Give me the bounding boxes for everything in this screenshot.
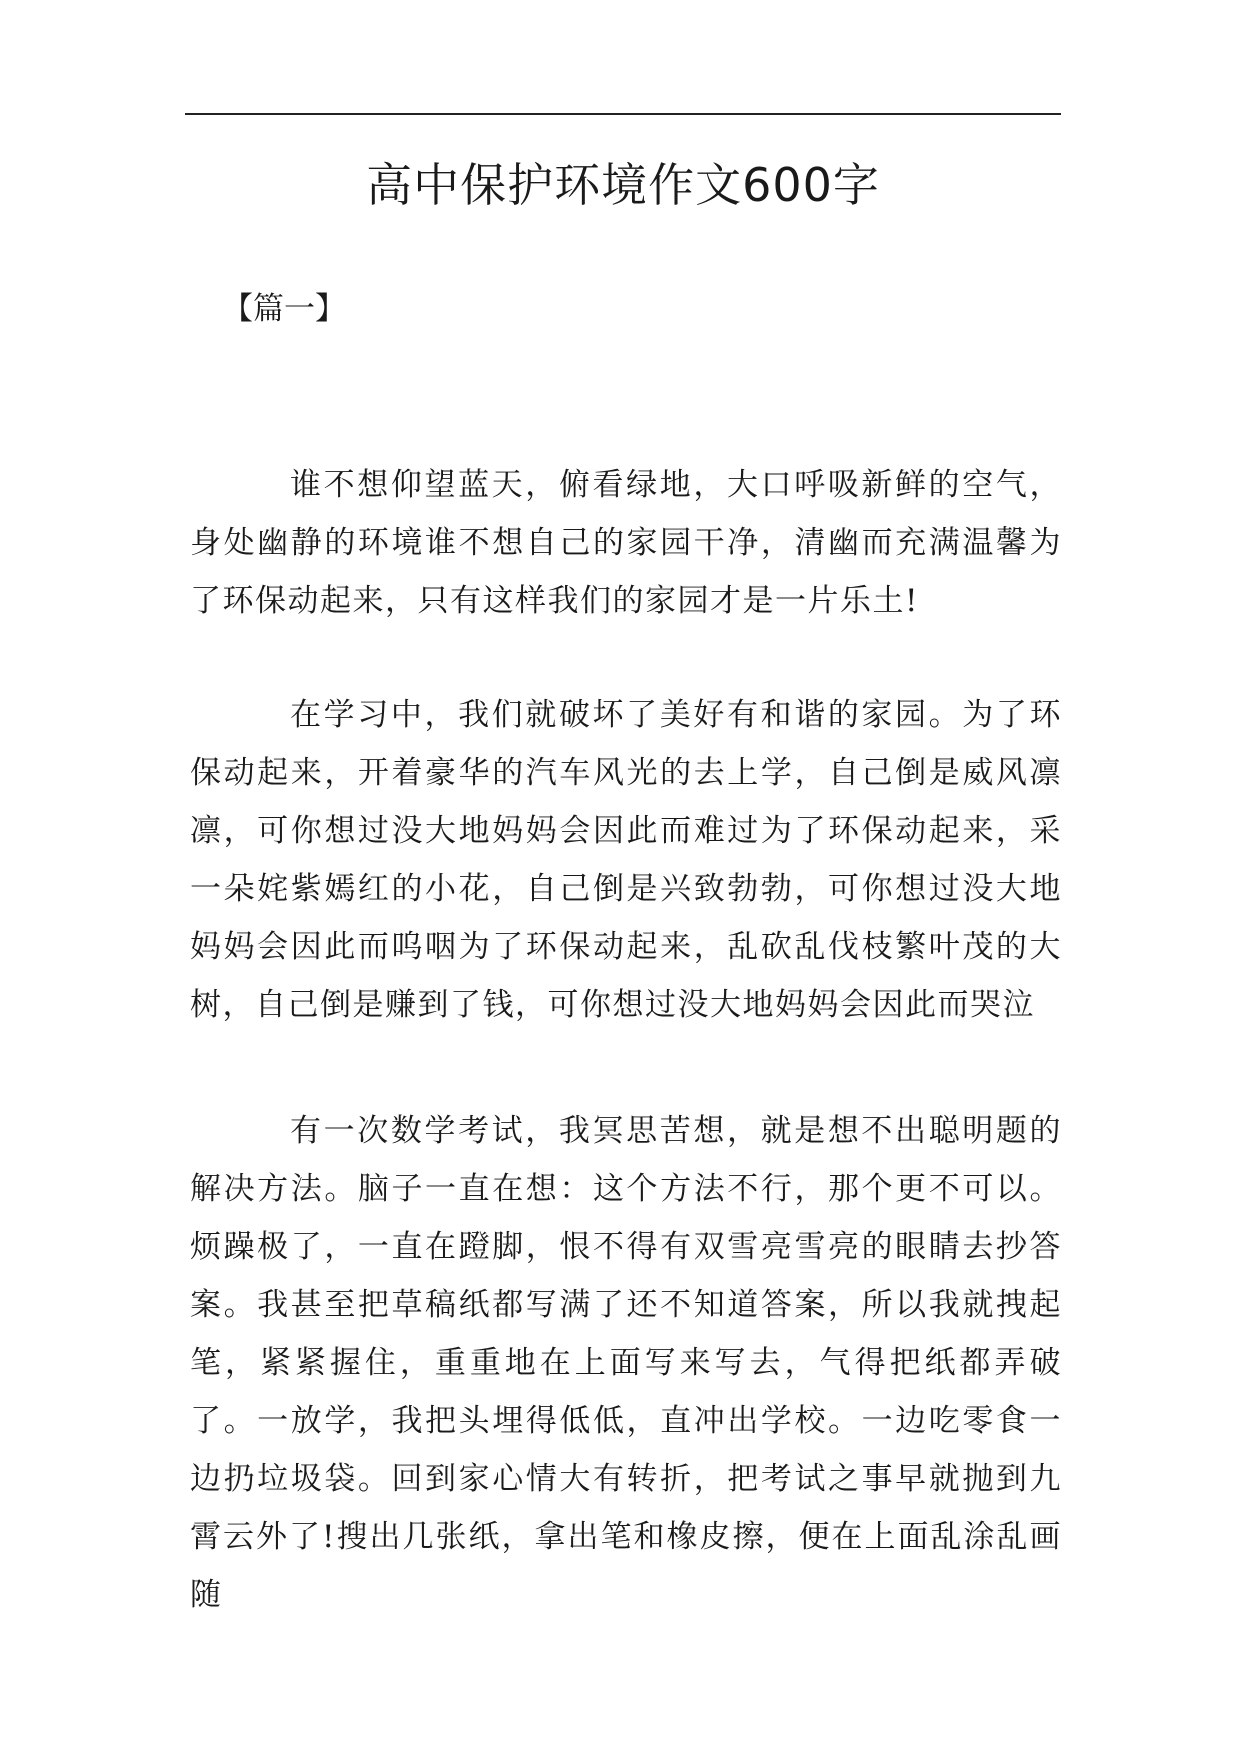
paragraph-1: 谁不想仰望蓝天，俯看绿地，大口呼吸新鲜的空气，身处幽静的环境谁不想自己的家园干净，清幽而充满温馨为了环保动起来，只有这样我们的家园才是一片乐土!: [190, 467, 1062, 619]
header-rule: [185, 113, 1061, 115]
paragraph-3: 有一次数学考试，我冥思苦想，就是想不出聪明题的解决方法。脑子一直在想：这个方法不行，那个更不可以。烦躁极了，一直在蹬脚，恨不得有双雪亮雪亮的眼睛去抄答案。我甚至把草稿纸都写满了还不知道答案，所以我就拽起笔，紧紧握住，重重地在上面写来写去，气得把纸都弄破了。一放学，我把头埋得低低，直冲出学校。一边吃零食一边扔垃圾袋。回到家心情大有转折，把考试之事早就抛到九霄云外了!搜出几张纸，拿出笔和橡皮擦，便在上面乱涂乱画随: [190, 1113, 1062, 1613]
section-label: 【篇一】: [222, 291, 346, 327]
page-title: 高中保护环境作文600字: [366, 158, 880, 212]
paragraph-2: 在学习中，我们就破坏了美好有和谐的家园。为了环保动起来，开着豪华的汽车风光的去上学，自己倒是威风凛凛，可你想过没大地妈妈会因此而难过为了环保动起来，采一朵姹紫嫣红的小花，自己倒是兴致勃勃，可你想过没大地妈妈会因此而呜咽为了环保动起来，乱砍乱伐枝繁叶茂的大树，自己倒是赚到了钱，可你想过没大地妈妈会因此而哭泣: [190, 697, 1062, 1023]
